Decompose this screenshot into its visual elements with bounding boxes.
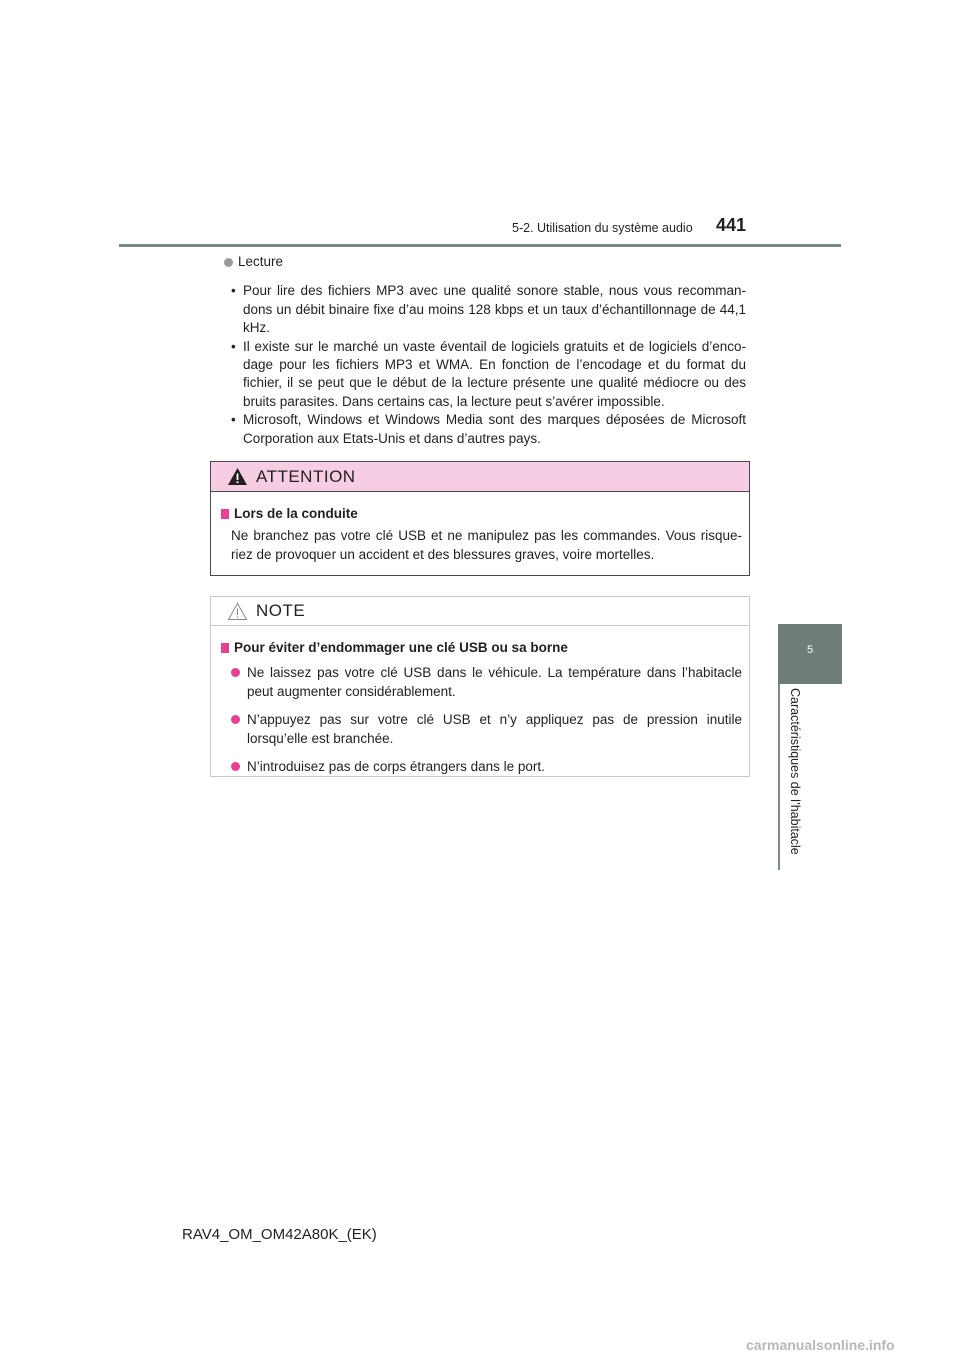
bullet-dot-icon (231, 668, 240, 677)
document-code: RAV4_OM_OM42A80K_(EK) (182, 1226, 377, 1243)
note-subheading (221, 638, 742, 657)
list-item: • Microsoft, Windows et Windows Media sont des marques déposées de Microsoft Corporation aux Etats-Unis et dans d’autres pays. (231, 411, 746, 448)
note-item-text: N’introduisez pas de corps étrangers dans le port. (247, 759, 545, 774)
warning-triangle-icon (227, 467, 248, 486)
info-list (231, 282, 746, 448)
attention-title: ATTENTION (256, 466, 356, 486)
chapter-tab (778, 624, 842, 684)
attention-subheading-text: Lors de la conduite (234, 506, 358, 521)
section-heading-text: Lecture (238, 254, 284, 269)
chapter-label: Caractéristiques de l’habitacle (788, 688, 802, 855)
section-heading (224, 253, 746, 271)
square-bullet-icon (221, 643, 229, 653)
watermark-link[interactable]: carmanualsonline.info (746, 1337, 895, 1353)
bullet-dot-icon (231, 762, 240, 771)
note-header (211, 597, 749, 626)
chapter-number: 5 (806, 644, 814, 656)
main-content (210, 253, 746, 448)
note-item (231, 663, 742, 701)
note-box (210, 596, 750, 777)
attention-subheading (221, 504, 742, 523)
side-divider (778, 684, 780, 870)
bullet-dot-icon (224, 258, 233, 267)
note-item-text: N’appuyez pas sur votre clé USB et n’y appliquez pas de pression inutile lorsqu’elle est branchée. (247, 712, 742, 746)
attention-text: Ne branchez pas votre clé USB et ne manipulez pas les commandes. Vous risque-riez de provoquer un accident et des blessures graves, voire mortelles. (231, 528, 742, 562)
list-item: • Pour lire des fichiers MP3 avec une qualité sonore stable, nous vous recomman-dons un débit binaire fixe d’au moins 128 kbps et un taux d’échantillonnage de 44,1 kHz. (231, 282, 746, 337)
note-body (211, 626, 749, 776)
page-number: 441 (716, 215, 747, 235)
caution-outline-icon (227, 602, 248, 621)
note-subheading-text: Pour éviter d’endommager une clé USB ou sa borne (234, 640, 568, 655)
bullet-dot-icon (231, 715, 240, 724)
note-item-text: Ne laissez pas votre clé USB dans le véhicule. La température dans l’habitacle peut augmenter considérablement. (247, 665, 742, 699)
list-item: • Il existe sur le marché un vaste éventail de logiciels gratuits et de logiciels d’enco-dage pour les fichiers MP3 et WMA. En fonction de l’encodage et du format du fichier, il se peut que le début de la lecture présente une qualité médiocre ou des bruits parasites. Dans certains cas, la lecture peut s’avérer impossible. (231, 338, 746, 412)
note-item (231, 757, 742, 776)
note-item (231, 710, 742, 748)
header-divider (119, 244, 841, 247)
attention-header (211, 462, 749, 492)
attention-box (210, 461, 750, 576)
section-title: 5-2. Utilisation du système audio (512, 221, 693, 235)
note-title: NOTE (256, 601, 306, 620)
square-bullet-icon (221, 509, 229, 519)
attention-body (211, 492, 749, 564)
